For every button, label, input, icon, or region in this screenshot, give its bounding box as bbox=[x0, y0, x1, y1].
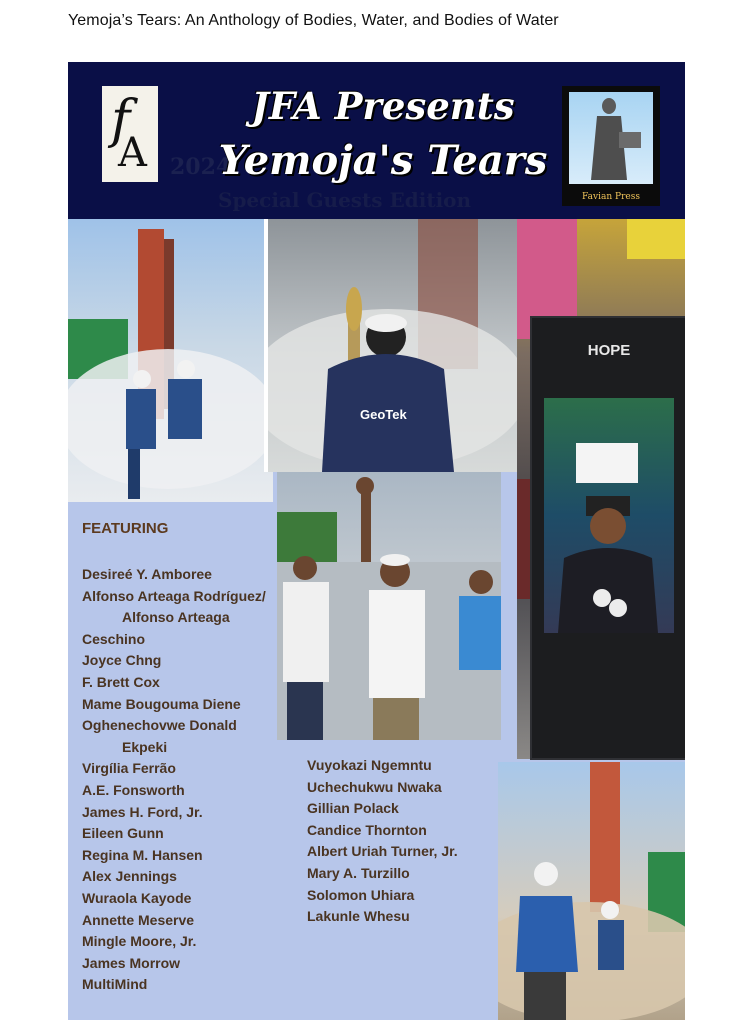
favian-press-logo bbox=[562, 86, 660, 206]
list-item: F. Brett Cox bbox=[82, 673, 160, 690]
statue-image bbox=[569, 92, 653, 184]
list-item: Vuyokazi Ngemntu bbox=[307, 757, 432, 773]
cover-banner bbox=[68, 62, 685, 219]
list-item: Desireé Y. Amboree bbox=[82, 566, 212, 582]
contributor-list-right bbox=[307, 755, 458, 928]
list-item: Regina M. Hansen bbox=[82, 846, 203, 863]
list-item: Ekpeki bbox=[122, 738, 168, 755]
list-item: Uchechukwu Nwaka bbox=[307, 778, 442, 795]
shirt-logo-text: GeoTek bbox=[360, 407, 407, 422]
list-item: A.E. Fonsworth bbox=[82, 781, 185, 798]
featuring-heading: FEATURING bbox=[82, 520, 169, 537]
photo-drilling-workers bbox=[68, 219, 273, 502]
list-item: Oghenechovwe Donald bbox=[82, 717, 237, 734]
list-item: Mame Bougouma Diene bbox=[82, 695, 241, 712]
list-item: Annette Meserve bbox=[82, 911, 195, 928]
list-item: Ceschino bbox=[82, 630, 146, 647]
ghost-year-text: 2024 bbox=[170, 154, 232, 180]
statue-icon bbox=[569, 92, 653, 184]
list-item: Mingle Moore, Jr. bbox=[82, 933, 197, 950]
photo-drilling-worker-bottom bbox=[498, 762, 685, 1020]
list-item: Alfonso Arteaga bbox=[122, 609, 230, 626]
list-item: Alex Jennings bbox=[82, 868, 177, 885]
list-item: Mary A. Turzillo bbox=[307, 864, 410, 881]
photo-march bbox=[277, 472, 501, 740]
list-item: Gillian Polack bbox=[307, 800, 399, 817]
list-item: Albert Uriah Turner, Jr. bbox=[307, 843, 458, 860]
kiosk-screen bbox=[544, 398, 674, 633]
contributor-list-left bbox=[82, 564, 266, 996]
list-item: Wuraola Kayode bbox=[82, 889, 192, 906]
book-cover bbox=[68, 62, 685, 1020]
hope-kiosk bbox=[530, 316, 685, 760]
list-item: Solomon Uhiara bbox=[307, 886, 415, 903]
banner-title-line2: Yemoja's Tears bbox=[218, 137, 548, 184]
document-title: Yemoja’s Tears: An Anthology of Bodies, Water, and Bodies of Water bbox=[68, 12, 559, 29]
list-item: Eileen Gunn bbox=[82, 825, 164, 842]
photo-worker-with-grain bbox=[264, 219, 521, 472]
kiosk-label: HOPE bbox=[587, 342, 631, 359]
jfa-logo: f A bbox=[102, 86, 158, 182]
list-item: Joyce Chng bbox=[82, 652, 162, 669]
banner-title-line1: JFA Presents bbox=[251, 84, 515, 128]
list-item: Alfonso Arteaga Rodríguez/ bbox=[82, 587, 266, 604]
list-item: Lakunle Whesu bbox=[307, 908, 410, 925]
ghost-edition-text: Special Guests Edition bbox=[218, 188, 472, 212]
list-item: Candice Thornton bbox=[307, 821, 427, 838]
list-item: James H. Ford, Jr. bbox=[82, 803, 203, 820]
list-item: MultiMind bbox=[82, 976, 148, 993]
list-item: Virgília Ferrão bbox=[82, 760, 176, 777]
press-name: Favian Press bbox=[582, 192, 640, 202]
list-item: James Morrow bbox=[82, 954, 181, 971]
